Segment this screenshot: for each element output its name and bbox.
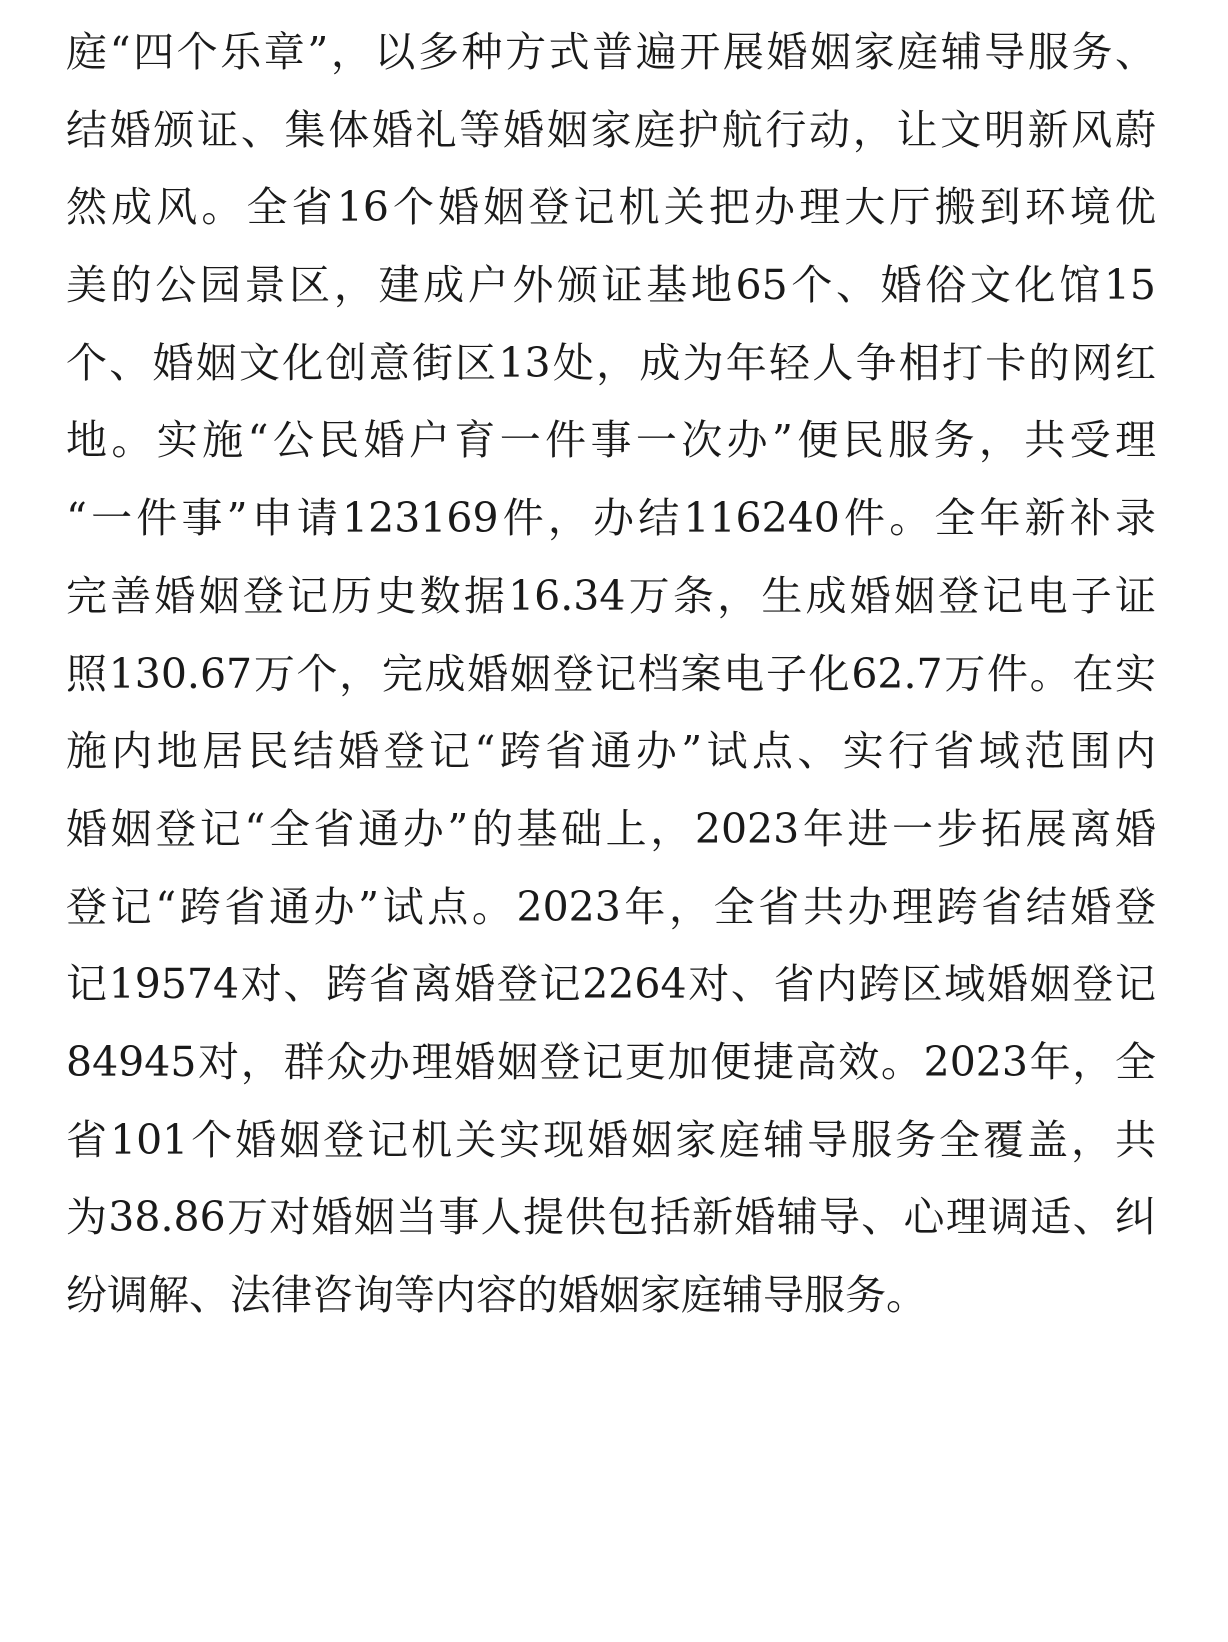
text-line: 施内地居民结婚登记“跨省通办”试点、实行省域范围内: [66, 727, 1156, 776]
text-line: 庭“四个乐章”，以多种方式普遍开展婚姻家庭辅导服务、: [66, 28, 1156, 76]
text-line: 美的公园景区，建成户外颁证基地65个、婚俗文化馆15: [66, 261, 1156, 310]
text-line: 婚姻登记“全省通办”的基础上，2023年进一步拓展离婚: [66, 804, 1156, 853]
text-line: 完善婚姻登记历史数据16.34万条，生成婚姻登记电子证: [66, 571, 1156, 620]
text-line: 登记“跨省通办”试点。2023年，全省共办理跨省结婚登: [66, 882, 1156, 931]
text-line: “一件事”申请123169件，办结116240件。全年新补录: [66, 494, 1156, 543]
text-line: 为38.86万对婚姻当事人提供包括新婚辅导、心理调适、纠: [66, 1193, 1156, 1242]
text-line: 84945对，群众办理婚姻登记更加便捷高效。2023年，全: [66, 1037, 1156, 1086]
text-line-last: 纷调解、法律咨询等内容的婚姻家庭辅导服务。: [66, 1271, 927, 1319]
body-paragraph: [66, 14, 1156, 1335]
text-line: 个、婚姻文化创意街区13处，成为年轻人争相打卡的网红: [66, 338, 1156, 387]
text-line: 省101个婚姻登记机关实现婚姻家庭辅导服务全覆盖，共: [66, 1115, 1156, 1164]
text-line: 地。实施“公民婚户育一件事一次办”便民服务，共受理: [66, 416, 1156, 465]
text-line: 记19574对、跨省离婚登记2264对、省内跨区域婚姻登记: [66, 960, 1156, 1009]
text-line: 结婚颁证、集体婚礼等婚姻家庭护航行动，让文明新风蔚: [66, 105, 1156, 154]
text-line: 然成风。全省16个婚姻登记机关把办理大厅搬到环境优: [66, 183, 1156, 232]
text-line: 照130.67万个，完成婚姻登记档案电子化62.7万件。在实: [66, 649, 1156, 698]
